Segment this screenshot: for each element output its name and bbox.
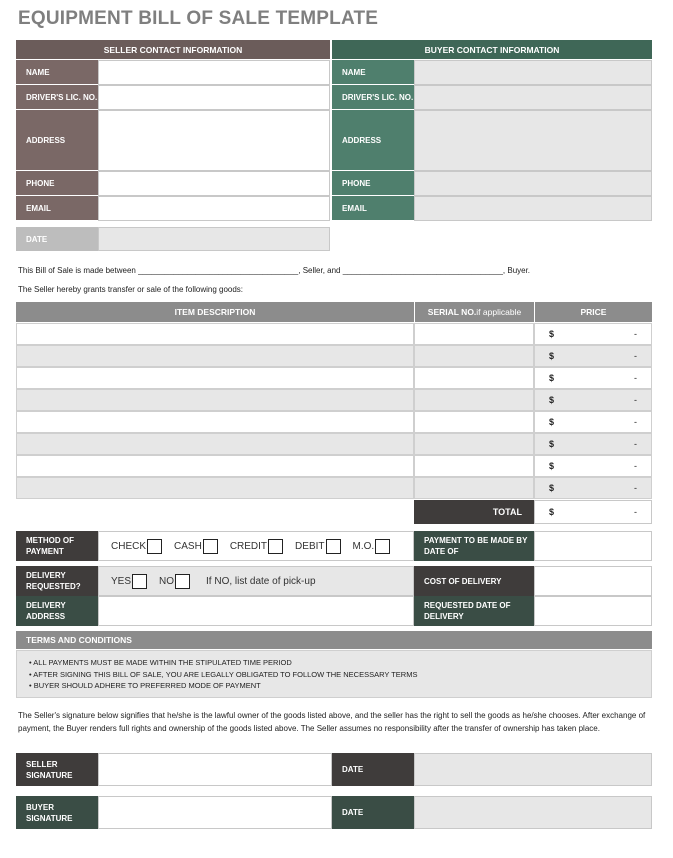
table-row [16,433,652,455]
seller-signature-date-field[interactable] [414,753,652,786]
page-title: EQUIPMENT BILL OF SALE TEMPLATE [18,8,379,29]
requested-delivery-date-label: REQUESTED DATE OF DELIVERY [414,596,534,626]
serial-number-cell[interactable] [414,455,534,477]
requested-delivery-date-field[interactable] [534,596,652,626]
table-row [16,389,652,411]
price-cell[interactable]: $ - [534,323,652,345]
buyer-signature-date-field[interactable] [414,796,652,829]
check-option[interactable]: CHECK [111,539,162,554]
serial-number-cell[interactable] [414,345,534,367]
no-checkbox[interactable] [175,574,190,589]
buyer-license-field[interactable] [414,85,652,110]
credit-checkbox[interactable] [268,539,283,554]
no-option[interactable]: NO [159,574,190,589]
buyer-name-field[interactable] [414,60,652,85]
payment-by-date-field[interactable] [534,531,652,561]
items-table-body [16,323,652,499]
serial-number-cell[interactable] [414,367,534,389]
price-cell[interactable]: $ - [534,433,652,455]
buyer-email-field[interactable] [414,196,652,221]
table-row [16,411,652,433]
buyer-name-blank[interactable]: ____________________________________ [342,266,503,275]
buyer-section-header: BUYER CONTACT INFORMATION [332,40,652,59]
goods-intro-sentence: The Seller hereby grants transfer or sale of the following goods: [18,285,244,294]
item-description-cell[interactable] [16,433,414,455]
price-header: PRICE [534,302,652,322]
item-description-cell[interactable] [16,323,414,345]
seller-name-field[interactable] [98,60,330,85]
payment-by-date-label: PAYMENT TO BE MADE BY DATE OF [414,531,534,561]
pickup-date-prompt: If NO, list date of pick-up [206,575,316,587]
sale-date-label: DATE [16,227,98,251]
table-row [16,323,652,345]
buyer-email-label: EMAIL [332,196,414,221]
item-description-cell[interactable] [16,389,414,411]
serial-number-cell[interactable] [414,477,534,499]
seller-signature-label: SELLER SIGNATURE [16,753,98,786]
seller-name-blank[interactable]: ____________________________________ [138,266,299,275]
serial-number-cell[interactable] [414,433,534,455]
buyer-name-label: NAME [332,60,414,85]
seller-address-field[interactable] [98,110,330,171]
yes-option[interactable]: YES [111,574,147,589]
item-description-cell[interactable] [16,477,414,499]
seller-signature-field[interactable] [98,753,332,786]
total-price-field[interactable]: $ - [534,500,652,524]
item-description-cell[interactable] [16,367,414,389]
price-cell[interactable]: $ - [534,477,652,499]
buyer-signature-label: BUYER SIGNATURE [16,796,98,829]
seller-license-label: DRIVER'S LIC. NO. [16,85,98,110]
debit-checkbox[interactable] [326,539,341,554]
serial-number-header: SERIAL NO. if applicable [414,302,534,322]
debit-option[interactable]: DEBIT [295,539,340,554]
sale-date-field[interactable] [98,227,330,251]
money-order-option[interactable]: M.O. [353,539,391,554]
price-cell[interactable]: $ - [534,345,652,367]
seller-phone-label: PHONE [16,171,98,196]
seller-phone-field[interactable] [98,171,330,196]
buyer-license-label: DRIVER'S LIC. NO. [332,85,414,110]
delivery-requested-label: DELIVERY REQUESTED? [16,566,98,596]
buyer-phone-label: PHONE [332,171,414,196]
terms-header: TERMS AND CONDITIONS [16,631,652,649]
total-label: TOTAL [414,500,534,524]
buyer-signature-field[interactable] [98,796,332,829]
cost-of-delivery-field[interactable] [534,566,652,596]
method-of-payment-label: METHOD OF PAYMENT [16,531,98,561]
seller-address-label: ADDRESS [16,110,98,171]
table-row [16,455,652,477]
item-description-cell[interactable] [16,345,414,367]
delivery-address-label: DELIVERY ADDRESS [16,596,98,626]
term-item: • AFTER SIGNING THIS BILL OF SALE, YOU ARE LEGALLY OBLIGATED TO FOLLOW THE NECESSARY TERMS [29,669,418,679]
terms-list [16,650,652,698]
item-description-cell[interactable] [16,411,414,433]
serial-number-cell[interactable] [414,389,534,411]
yes-checkbox[interactable] [132,574,147,589]
table-row [16,345,652,367]
term-item: • ALL PAYMENTS MUST BE MADE WITHIN THE STIPULATED TIME PERIOD [29,658,292,667]
delivery-address-field[interactable] [98,596,414,626]
serial-number-cell[interactable] [414,411,534,433]
serial-number-cell[interactable] [414,323,534,345]
seller-email-label: EMAIL [16,196,98,221]
table-row [16,367,652,389]
seller-section-header: SELLER CONTACT INFORMATION [16,40,330,59]
delivery-requested-options [98,566,414,596]
ownership-statement: The Seller's signature below signifies that he/she is the lawful owner of the goods listed above, and the seller has the right to sell the goods as he/she chooses. After exchange of payment, the Buyer renders full rights and ownership of the goods listed above. The Seller assumes no responsibility after the transfer of ownership has taken place. [18,711,646,733]
cost-of-delivery-label: COST OF DELIVERY [414,566,534,596]
buyer-phone-field[interactable] [414,171,652,196]
buyer-address-label: ADDRESS [332,110,414,171]
seller-email-field[interactable] [98,196,330,221]
money-order-checkbox[interactable] [375,539,390,554]
price-cell[interactable]: $ - [534,411,652,433]
cash-checkbox[interactable] [203,539,218,554]
payment-method-options [98,531,414,561]
item-description-cell[interactable] [16,455,414,477]
seller-signature-date-label: DATE [332,753,414,786]
credit-option[interactable]: CREDIT [230,539,283,554]
table-row [16,477,652,499]
seller-name-label: NAME [16,60,98,85]
buyer-signature-date-label: DATE [332,796,414,829]
cash-option[interactable]: CASH [174,539,218,554]
price-cell[interactable]: $ - [534,389,652,411]
check-checkbox[interactable] [147,539,162,554]
bill-of-sale-parties-sentence: This Bill of Sale is made between ____________________________________, Seller, and ____________________________________, Buyer. [18,266,531,275]
seller-license-field[interactable] [98,85,330,110]
price-cell[interactable]: $ - [534,367,652,389]
buyer-address-field[interactable] [414,110,652,171]
item-description-header: ITEM DESCRIPTION [16,302,414,322]
price-cell[interactable]: $ - [534,455,652,477]
term-item: • BUYER SHOULD ADHERE TO PREFERRED MODE OF PAYMENT [29,681,261,690]
